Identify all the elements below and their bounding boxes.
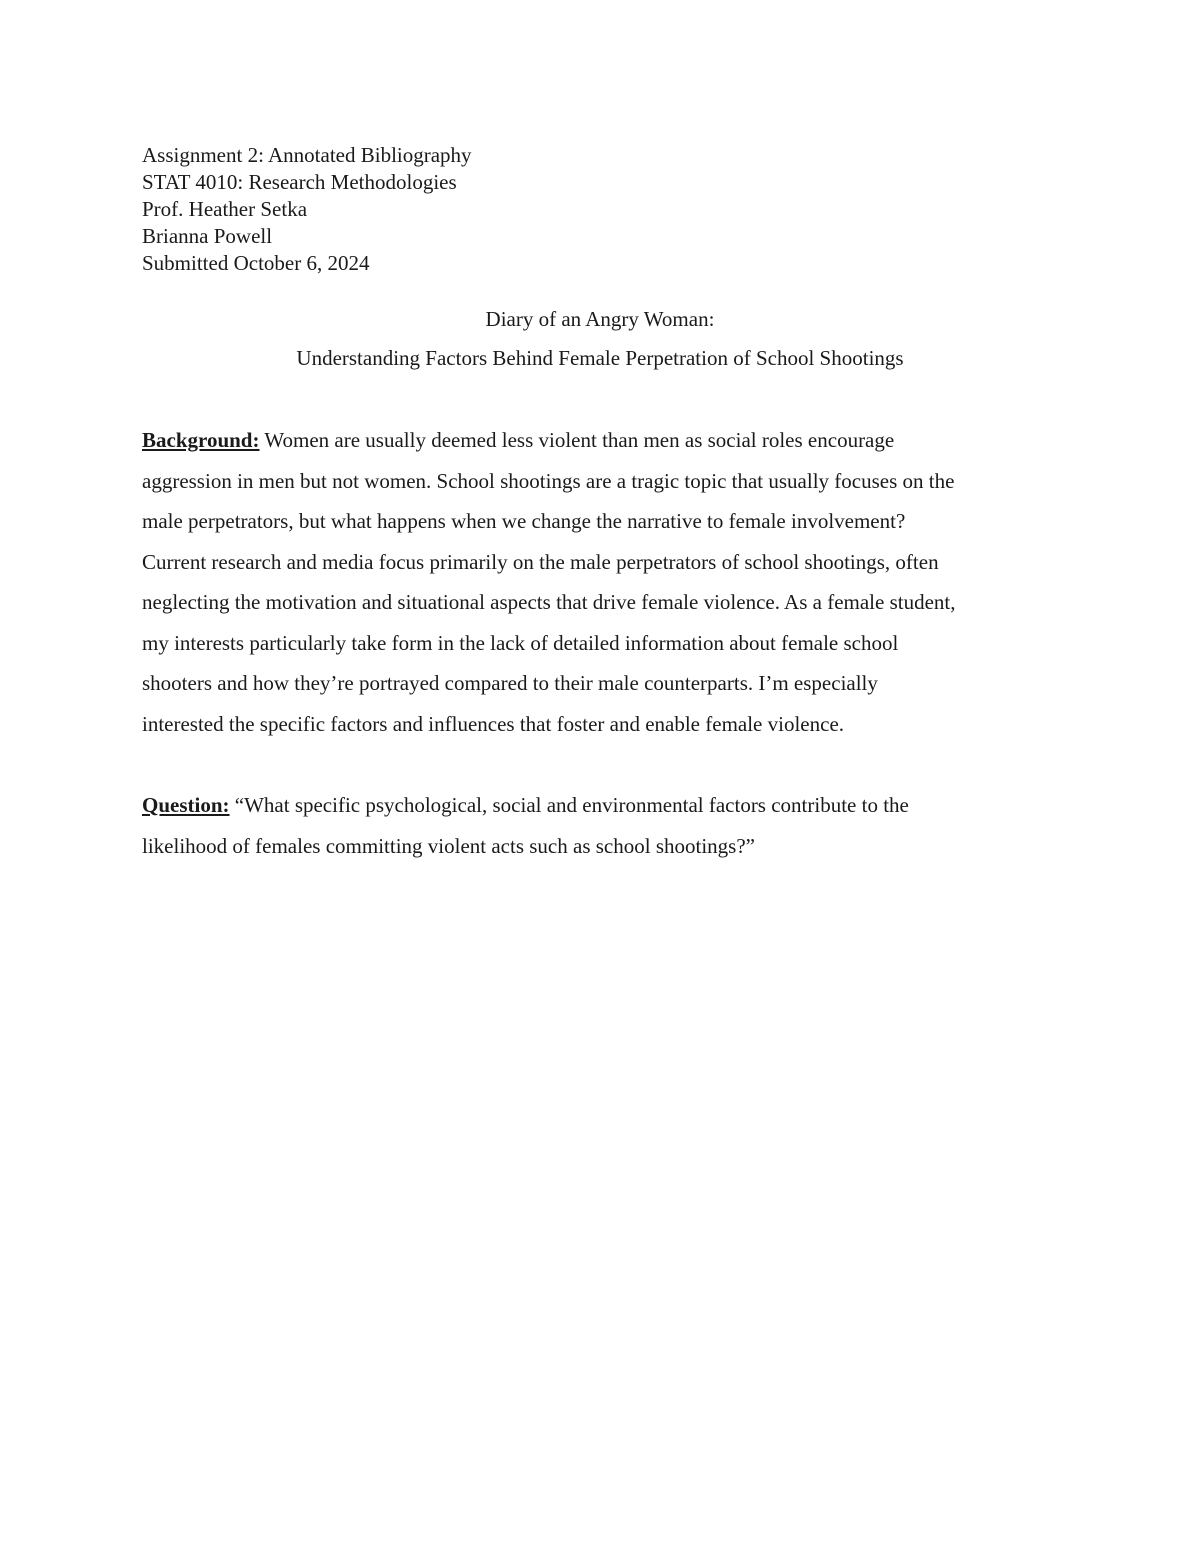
question-label: Question: xyxy=(142,793,230,817)
paper-subtitle: Understanding Factors Behind Female Perpetration of School Shootings xyxy=(296,346,904,370)
author-name: Brianna Powell xyxy=(142,224,273,248)
background-line-4: Current research and media focus primarily on the male perpetrators of school shootings, often xyxy=(142,549,939,574)
course-name: STAT 4010: Research Methodologies xyxy=(142,170,457,194)
background-section xyxy=(142,420,1062,744)
background-line-2: aggression in men but not women. School shootings are a tragic topic that usually focuses on the xyxy=(142,468,955,493)
question-section xyxy=(142,785,1062,866)
background-line-6: my interests particularly take form in the lack of detailed information about female school xyxy=(142,630,899,655)
background-text-1: Women are usually deemed less violent than men as social roles encourage xyxy=(259,428,895,452)
submission-date: Submitted October 6, 2024 xyxy=(142,251,370,275)
background-line-5: neglecting the motivation and situational aspects that drive female violence. As a female student, xyxy=(142,590,956,614)
background-line-7: shooters and how they’re portrayed compared to their male counterparts. I’m especially xyxy=(142,671,878,695)
background-line-8: interested the specific factors and influences that foster and enable female violence. xyxy=(142,711,845,736)
question-line-1 xyxy=(142,785,1062,826)
paper-title: Diary of an Angry Woman: xyxy=(485,307,715,331)
professor-name: Prof. Heather Setka xyxy=(142,197,308,221)
background-line-3: male perpetrators, but what happens when we change the narrative to female involvement? xyxy=(142,509,906,533)
question-text-1: “What specific psychological, social and environmental factors contribute to the xyxy=(229,793,909,817)
assignment-title: Assignment 2: Annotated Bibliography xyxy=(142,143,472,167)
document-header xyxy=(142,142,472,277)
background-line-1 xyxy=(142,420,1062,461)
question-line-2: likelihood of females committing violent acts such as school shootings?” xyxy=(142,833,755,858)
background-label: Background: xyxy=(142,428,260,452)
